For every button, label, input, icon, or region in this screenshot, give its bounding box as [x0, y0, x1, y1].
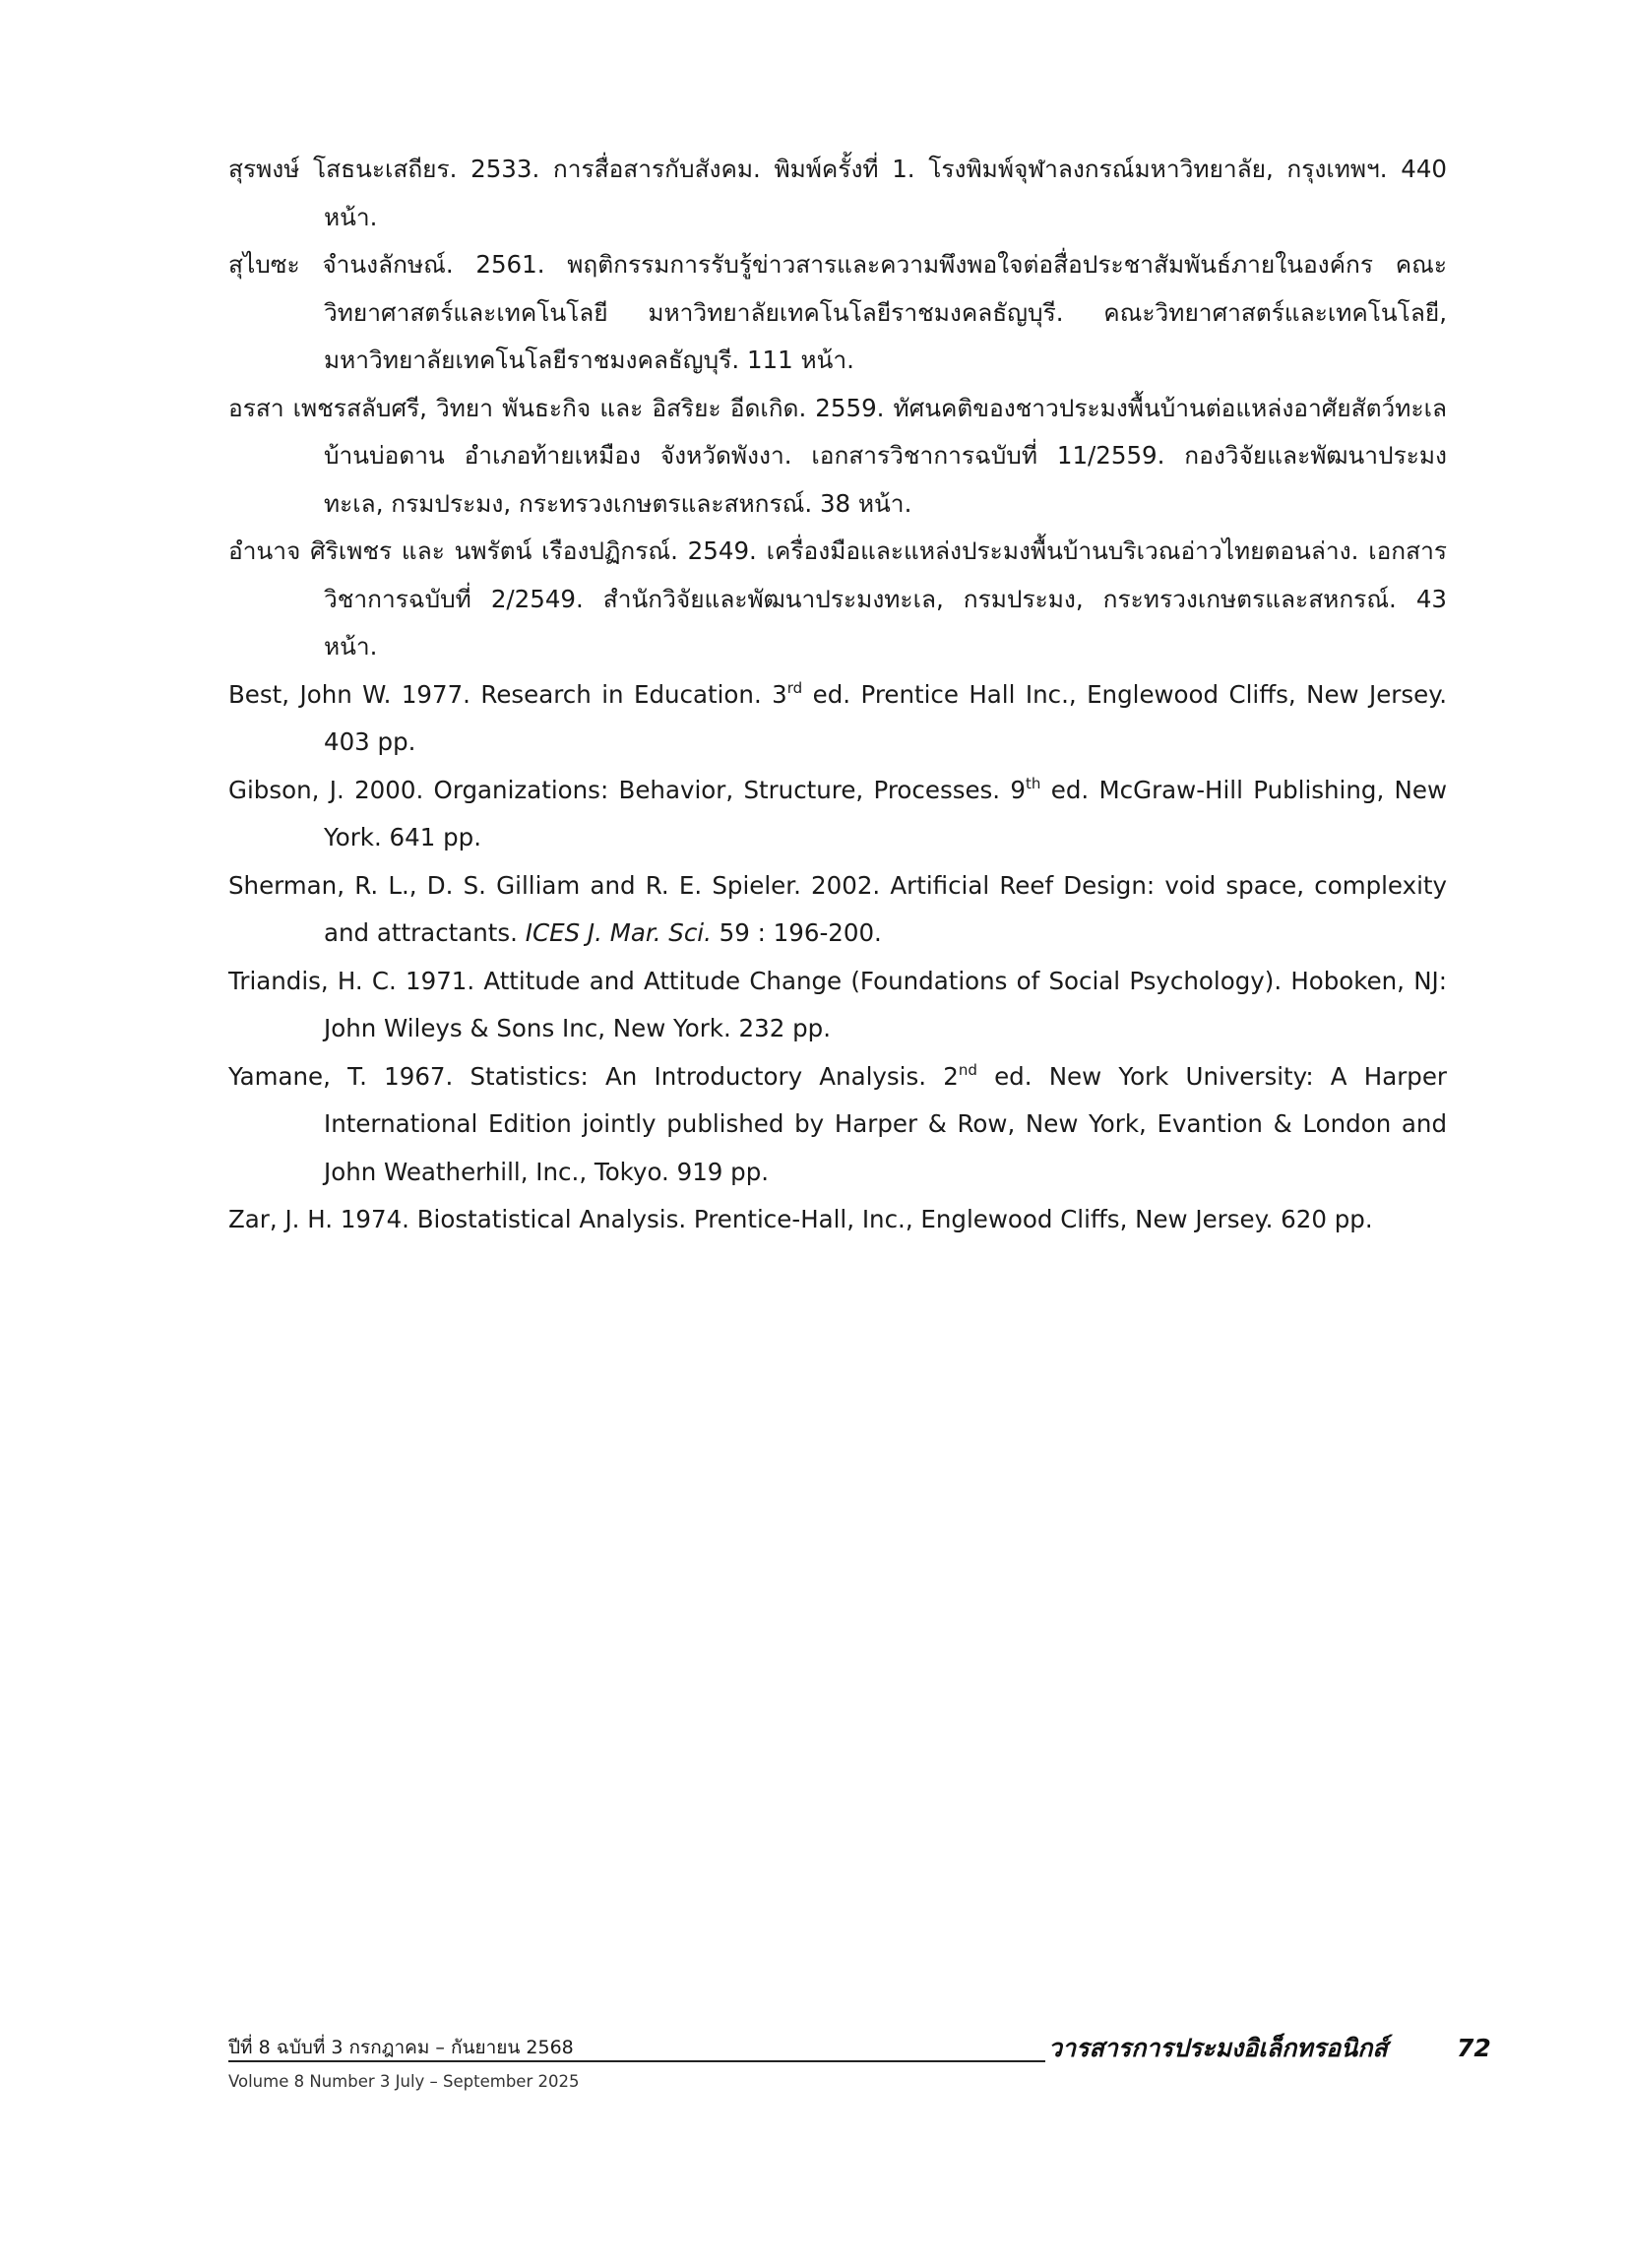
reference-text: ed. New York University: A Harper International Edition jointly published by Harper & Row, New York, Evantion & London and John Weatherhill, Inc., Tokyo. 919 pp. [324, 1061, 1447, 1186]
reference-entry: อำนาจ ศิริเพชร และ นพรัตน์ เรืองปฏิกรณ์. 2549. เครื่องมือและแหล่งประมงพื้นบ้านบริเวณอ่าวไทยตอนล่าง. เอกสารวิชาการฉบับที่ 2/2549. สำนักวิจัยและพัฒนาประมงทะเล, กรมประมง, กระทรวงเกษตรและสหกรณ์. 43 หน้า. [228, 536, 1447, 661]
reference-entry [228, 862, 1447, 958]
page-number: 72 [1457, 2034, 1491, 2062]
reference-list [228, 146, 1447, 1244]
footer-issue-english: Volume 8 Number 3 July – September 2025 [228, 2072, 580, 2091]
reference-text: ed. Prentice Hall Inc., Englewood Cliffs, New Jersey. 403 pp. [324, 679, 1447, 756]
reference-entry: สุไบซะ จำนงลักษณ์. 2561. พฤติกรรมการรับรู้ข่าวสารและความพึงพอใจต่อสื่อประชาสัมพันธ์ภายในองค์กร คณะวิทยาศาสตร์และเทคโนโลยี มหาวิทยาลัยเทคโนโลยีราชมงคลธัญบุรี. คณะวิทยาศาสตร์และเทคโนโลยี, มหาวิทยาลัยเทคโนโลยีราชมงคลธัญบุรี. 111 หน้า. [228, 250, 1447, 374]
footer-issue-thai: ปีที่ 8 ฉบับที่ 3 กรกฎาคม – กันยายน 2568 [228, 2037, 574, 2058]
reference-text: Sherman, R. L., D. S. Gilliam and R. E. Spieler. 2002. Artificial Reef Design: void space, complexity and attractants. [228, 870, 1447, 947]
ordinal-suffix: th [1026, 774, 1041, 792]
reference-entry: Triandis, H. C. 1971. Attitude and Attitude Change (Foundations of Social Psychology). Hoboken, NJ: John Wileys & Sons Inc, New York. 232 pp. [228, 966, 1447, 1042]
reference-text: Best, John W. 1977. Research in Education. 3 [228, 679, 787, 709]
reference-entry: อรสา เพชรสลับศรี, วิทยา พันธะกิจ และ อิสริยะ อีดเกิด. 2559. ทัศนคติของชาวประมงพื้นบ้านต่อแหล่งอาศัยสัตว์ทะเลบ้านบ่อดาน อำเภอท้ายเหมือง จังหวัดพังงา. เอกสารวิชาการฉบับที่ 11/2559. กองวิจัยและพัฒนาประมงทะเล, กรมประมง, กระทรวงเกษตรและสหกรณ์. 38 หน้า. [228, 393, 1447, 518]
reference-text: Yamane, T. 1967. Statistics: An Introductory Analysis. 2 [228, 1061, 959, 1091]
reference-entry: Zar, J. H. 1974. Biostatistical Analysis. Prentice-Hall, Inc., Englewood Cliffs, New Jersey. 620 pp. [228, 1205, 1373, 1233]
reference-text: 59 : 196-200. [711, 918, 882, 947]
ordinal-suffix: rd [786, 678, 803, 697]
reference-text: Gibson, J. 2000. Organizations: Behavior, Structure, Processes. 9 [228, 775, 1027, 804]
footer-journal-name: วารสารการประมงอิเล็กทรอนิกส์ [1048, 2034, 1388, 2062]
reference-entry [228, 767, 1447, 862]
journal-title-italic: ICES J. Mar. Sci. [525, 918, 712, 947]
reference-entry [228, 671, 1447, 767]
reference-entry [228, 1053, 1447, 1197]
reference-entry: สุรพงษ์ โสธนะเสถียร. 2533. การสื่อสารกับสังคม. พิมพ์ครั้งที่ 1. โรงพิมพ์จุฬาลงกรณ์มหาวิทยาลัย, กรุงเทพฯ. 440 หน้า. [228, 155, 1447, 231]
reference-text: ed. McGraw-Hill Publishing, New York. 641 pp. [324, 775, 1448, 851]
footer-rule [228, 2060, 1045, 2062]
ordinal-suffix: nd [958, 1060, 977, 1079]
